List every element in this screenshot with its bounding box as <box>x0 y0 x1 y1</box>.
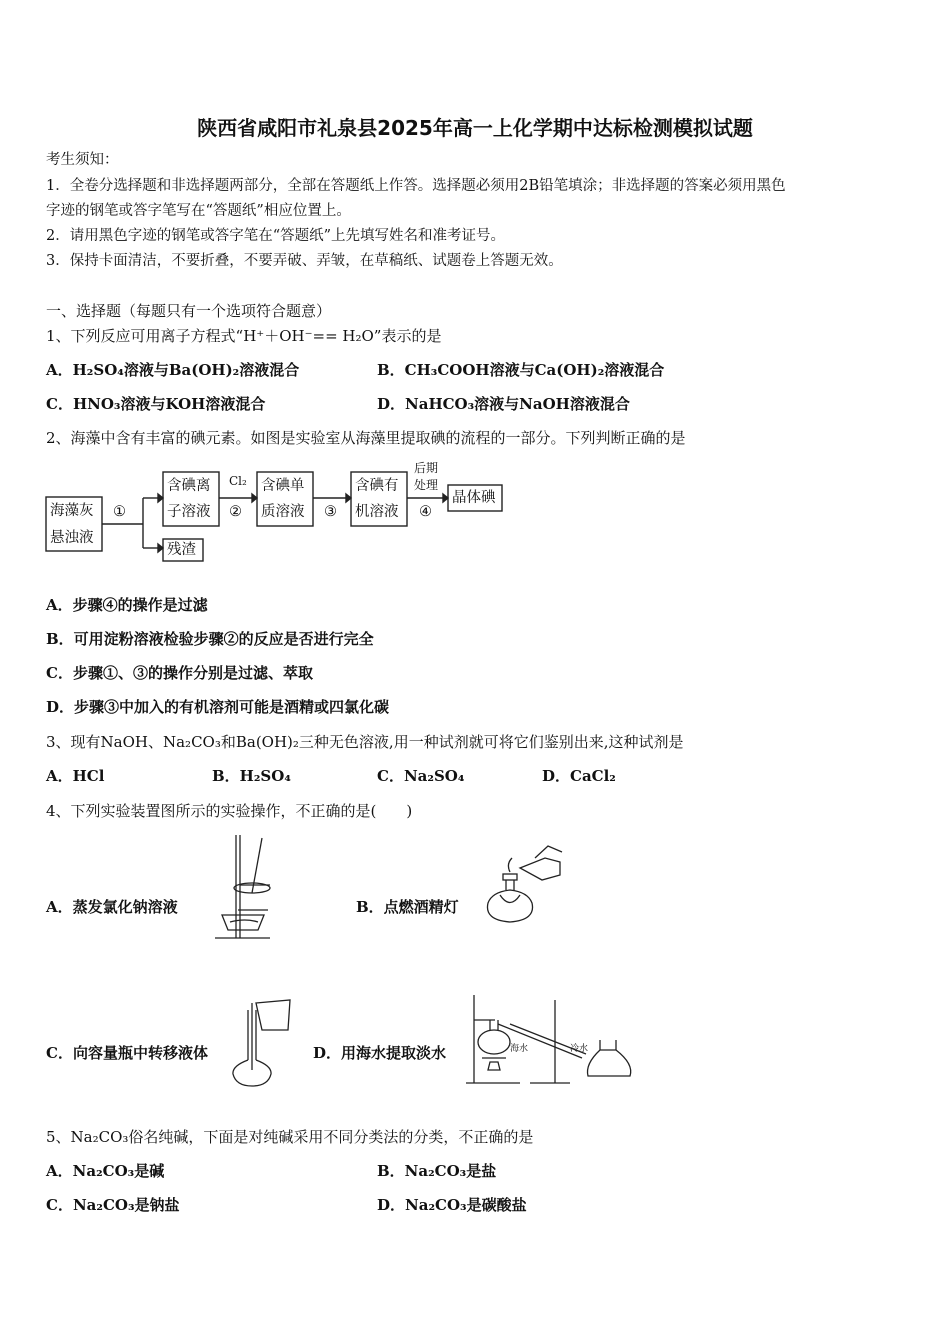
notice-line-1: 1．全卷分选择题和非选择题两部分，全部在答题纸上作答。选择题必须用2B铅笔填涂；非选择题的答案必须用黑色 <box>46 178 786 194</box>
flow-box-iodine-line1: 含碘单 <box>261 478 305 494</box>
q1-option-c[interactable]: C．HNO₃溶液与KOH溶液混合 <box>46 395 266 413</box>
q4-option-d[interactable]: D．用海水提取淡水 <box>313 1044 447 1062</box>
q2-stem: 2、海藻中含有丰富的碘元素。如图是实验室从海藻里提取碘的流程的一部分。下列判断正确的是 <box>46 429 686 447</box>
flow-step-3: ③ <box>324 504 337 520</box>
flow-box-iodide-line1: 含碘离 <box>167 478 211 494</box>
q3-option-a[interactable]: A．HCl <box>46 767 105 785</box>
flow-box-slurry-line2: 悬浊液 <box>50 530 94 546</box>
q4-option-b[interactable]: B．点燃酒精灯 <box>356 898 459 916</box>
flow-box-iodide-line2: 子溶液 <box>167 504 211 520</box>
flow-step-1: ① <box>113 504 126 520</box>
q5-option-a[interactable]: A．Na₂CO₃是碱 <box>46 1162 165 1180</box>
q2-option-b[interactable]: B．可用淀粉溶液检验步骤②的反应是否进行完全 <box>46 630 374 648</box>
flow-post-line2: 处理 <box>414 478 439 492</box>
q2-option-c[interactable]: C．步骤①、③的操作分别是过滤、萃取 <box>46 664 313 682</box>
page-title: 陕西省咸阳市礼泉县2025年高一上化学期中达标检测模拟试题 <box>197 116 753 140</box>
q1-option-a[interactable]: A．H₂SO₄溶液与Ba(OH)₂溶液混合 <box>46 361 300 379</box>
evaporation-apparatus-icon <box>215 835 270 938</box>
q3-stem: 3、现有NaOH、Na₂CO₃和Ba(OH)₂三种无色溶液,用一种试剂就可将它们鉴别出来,这种试剂是 <box>46 733 684 751</box>
q1-stem: 1、下列反应可用离子方程式“H⁺＋OH⁻== H₂O”表示的是 <box>46 327 442 345</box>
flow-box-slurry-line1: 海藻灰 <box>50 503 94 519</box>
flow-box-iodine-line2: 质溶液 <box>261 504 305 520</box>
q1-option-d[interactable]: D．NaHCO₃溶液与NaOH溶液混合 <box>377 395 630 413</box>
q5-option-b[interactable]: B．Na₂CO₃是盐 <box>377 1162 497 1180</box>
label-cold-water: 冷水 <box>570 1044 589 1054</box>
flow-post-line1: 后期 <box>414 461 439 475</box>
q5-option-c[interactable]: C．Na₂CO₃是钠盐 <box>46 1196 180 1214</box>
flow-step-2: ② <box>229 504 242 520</box>
distillation-apparatus-icon <box>466 995 631 1083</box>
q5-stem: 5、Na₂CO₃俗名纯碱，下面是对纯碱采用不同分类法的分类，不正确的是 <box>46 1128 534 1146</box>
volumetric-flask-icon <box>233 1000 290 1086</box>
flow-reagent-cl2: Cl₂ <box>229 474 247 488</box>
flow-step-4: ④ <box>419 504 432 520</box>
label-sea-water: 海水 <box>510 1044 529 1054</box>
flow-box-organic-line1: 含碘有 <box>355 478 399 494</box>
q2-option-a[interactable]: A．步骤④的操作是过滤 <box>46 596 208 614</box>
section-heading: 一、选择题（每题只有一个选项符合题意） <box>46 302 332 320</box>
notice-line-1b: 字迹的钢笔或答字笔写在“答题纸”相应位置上。 <box>46 203 351 219</box>
q4-stem: 4、下列实验装置图所示的实验操作，不正确的是( ) <box>46 802 413 820</box>
flow-box-organic-line2: 机溶液 <box>355 504 399 520</box>
flow-box-residue: 残渣 <box>167 542 196 558</box>
q3-option-c[interactable]: C．Na₂SO₄ <box>377 767 465 785</box>
q4-option-a[interactable]: A．蒸发氯化钠溶液 <box>46 898 178 916</box>
q1-option-b[interactable]: B．CH₃COOH溶液与Ca(OH)₂溶液混合 <box>377 361 665 379</box>
q3-option-d[interactable]: D．CaCl₂ <box>542 767 616 785</box>
q5-option-d[interactable]: D．Na₂CO₃是碳酸盐 <box>377 1196 527 1214</box>
q2-option-d[interactable]: D．步骤③中加入的有机溶剂可能是酒精或四氯化碳 <box>46 698 390 716</box>
flow-box-crystal-iodine: 晶体碘 <box>452 490 496 506</box>
q4-option-c[interactable]: C．向容量瓶中转移液体 <box>46 1044 208 1062</box>
notice-line-2: 2．请用黑色字迹的钢笔或答字笔在“答题纸”上先填写姓名和准考证号。 <box>46 228 506 244</box>
alcohol-lamp-icon <box>487 846 562 922</box>
q3-option-b[interactable]: B．H₂SO₄ <box>212 767 291 785</box>
notice-line-3: 3．保持卡面清洁，不要折叠，不要弄破、弄皱，在草稿纸、试题卷上答题无效。 <box>46 253 563 269</box>
notice-heading: 考生须知： <box>46 152 119 168</box>
